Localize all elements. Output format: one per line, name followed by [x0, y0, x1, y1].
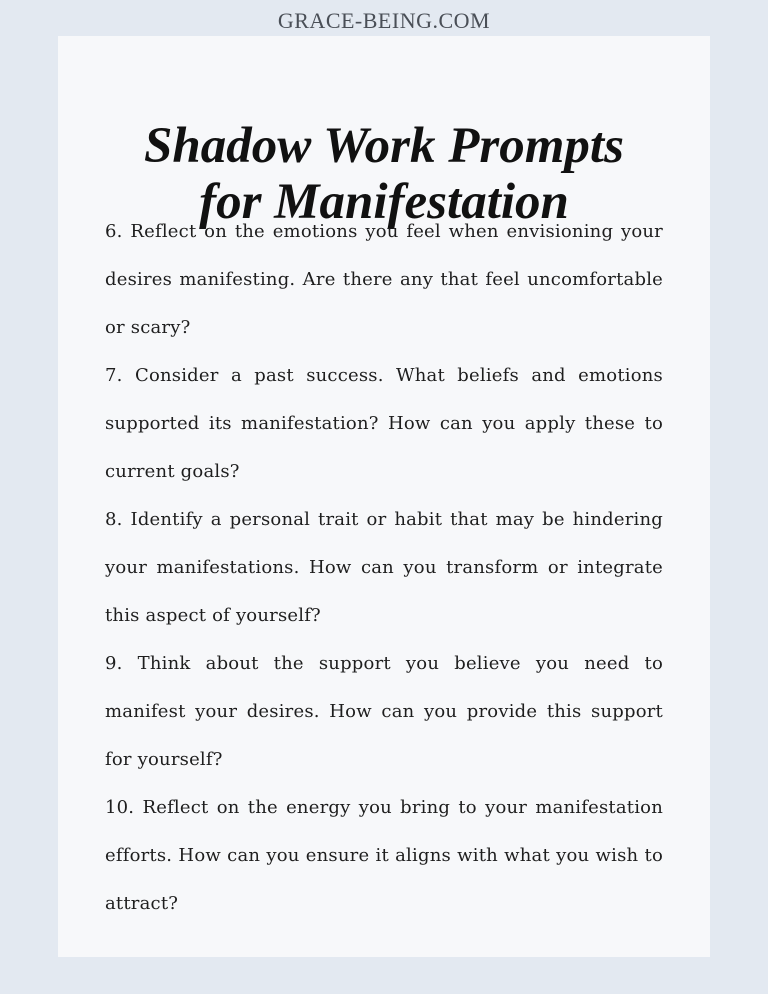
prompt-card: [58, 36, 710, 957]
title-line-1: Shadow Work Prompts: [144, 118, 624, 175]
prompt-item-10: 10. Reflect on the energy you bring to your manifestation efforts. How can you ensure it aligns with what you wish to attract?: [105, 797, 663, 914]
prompt-item-6: 6. Reflect on the emotions you feel when envisioning your desires manifesting. Are there any that feel uncomfortable or scary?: [105, 221, 663, 338]
title-line-2: for Manifestation: [199, 174, 569, 231]
prompt-list: [105, 208, 663, 928]
site-url: GRACE-BEING.COM: [277, 8, 491, 33]
prompt-item-9: 9. Think about the support you believe you need to manifest your desires. How can you provide this support for yourself?: [105, 653, 663, 770]
prompt-item-8: 8. Identify a personal trait or habit that may be hindering your manifestations. How can you transform or integrate this aspect of yourself?: [105, 509, 663, 626]
prompt-item-7: 7. Consider a past success. What beliefs and emotions supported its manifestation? How can you apply these to current goals?: [105, 365, 663, 482]
